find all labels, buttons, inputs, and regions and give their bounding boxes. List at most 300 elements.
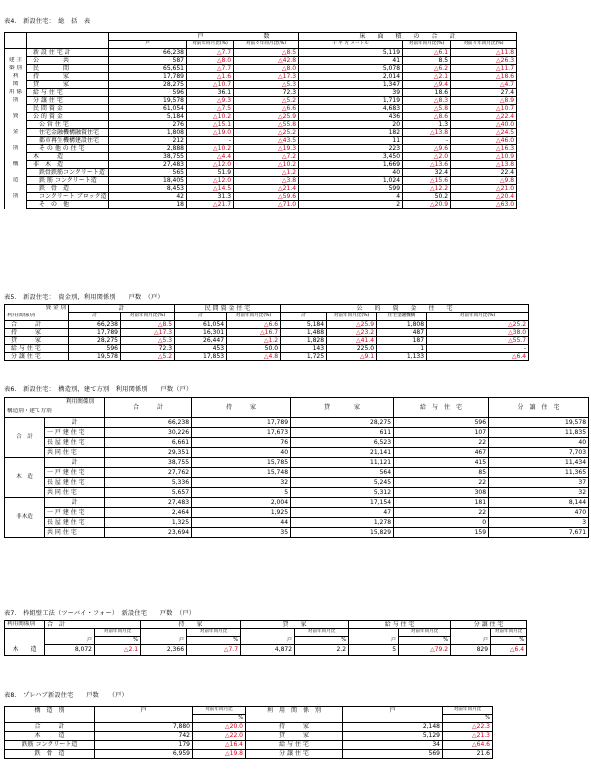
table5-value: 61,054 [175, 321, 227, 329]
table5-value: 72.3 [121, 345, 175, 353]
table5-row-label: 貸 家 [5, 337, 69, 345]
table4-value: △25.2 [234, 129, 299, 137]
table4-group-label [5, 201, 27, 209]
table4-value: 28,275 [109, 81, 187, 89]
table5-subheader: 住宅金融機構 [377, 313, 427, 321]
table-row [5, 185, 517, 193]
table6-value: 22 [394, 438, 489, 448]
table4-group-label: 用 係 [5, 89, 27, 97]
table6-col-header: 合 計 [105, 398, 192, 418]
table4-value: 19,578 [109, 97, 187, 105]
table4-value: △8.6 [403, 113, 451, 121]
table4-value: △13.8 [403, 129, 451, 137]
table5-subheader: 対前年同月比(%) [327, 313, 377, 321]
table7-unit: 戸 [141, 637, 187, 645]
table4-value: 42 [109, 193, 187, 201]
table4-value: △5.8 [403, 105, 451, 113]
table4-value: 18,405 [109, 177, 187, 185]
table8-value: 34 [343, 741, 443, 750]
table4-value: △7.7 [187, 49, 234, 57]
table4-value: - [187, 137, 234, 145]
table-row [5, 121, 517, 129]
table7-subheader: 対前年同月比 [295, 629, 349, 637]
table6-value: 27,483 [105, 498, 192, 508]
table5-corner-top: 資 金 別 [5, 305, 69, 313]
table4-header-dwellings-left: 戸 [109, 33, 234, 41]
table4-value: 596 [109, 89, 187, 97]
table6-value: 32 [489, 488, 589, 498]
table6-value: 564 [291, 468, 394, 478]
table5-value: △9.1 [327, 353, 377, 361]
table-row [5, 448, 589, 458]
table4-value: △6.2 [403, 65, 451, 73]
table4-subheader: 対前々年同月比(%) [451, 41, 517, 49]
table4-row-label: 都市再生機構建設住宅 [27, 137, 109, 145]
table7-value: 5 [349, 645, 399, 656]
table6-group-label: 合 計 [5, 418, 45, 458]
table8-header: 構 造 別 [5, 707, 95, 715]
table6-value: 17,673 [192, 428, 291, 438]
table6-value: 3 [489, 518, 589, 528]
table7-col-header: 貸 家 [241, 621, 349, 629]
table7-subheader: 対前年同月比 [95, 629, 141, 637]
table7-value: △2.1 [95, 645, 141, 656]
table4-value: 18 [109, 201, 187, 209]
table6-value: 7,671 [489, 528, 589, 538]
table8-value: 7,880 [95, 723, 193, 732]
table8-value: 2,148 [343, 723, 443, 732]
table4-value: 8.5 [403, 57, 451, 65]
table7-value: 4,872 [241, 645, 295, 656]
table4-value: 5,119 [299, 49, 403, 57]
table7-value: 2.2 [295, 645, 349, 656]
table8-value: △16.4 [193, 741, 246, 750]
table5-row-label: 給 与 住 宅 [5, 345, 69, 353]
table4-value: 27.4 [451, 89, 517, 97]
table4-group-label: 別 [5, 193, 27, 201]
table6-value: 8,144 [489, 498, 589, 508]
table4-value: △7.5 [187, 105, 234, 113]
table6-value: 11,835 [489, 428, 589, 438]
table4-value: △1.2 [234, 169, 299, 177]
table8-value: △64.6 [443, 741, 493, 750]
table6-value: 308 [394, 488, 489, 498]
table4-value: △11.8 [451, 49, 517, 57]
table4-value: △59.6 [234, 193, 299, 201]
table5-value: △8.5 [121, 321, 175, 329]
table5-value: 26,447 [175, 337, 227, 345]
table4-value: △6.6 [234, 105, 299, 113]
table5-value: △41.4 [327, 337, 377, 345]
table4-value: △19.0 [187, 129, 234, 137]
table5-subheader: 計 [69, 313, 121, 321]
table8-value: △19.8 [193, 750, 246, 759]
table4-value: 2,014 [299, 73, 403, 81]
table6-col-header: 持 家 [192, 398, 291, 418]
table7-corner: 利用関係別 [5, 621, 45, 629]
table4-value: △20.4 [451, 193, 517, 201]
table4-value: 39 [299, 89, 403, 97]
table6-value: 15,785 [192, 458, 291, 468]
table6-value: 1,325 [105, 518, 192, 528]
table6-value: 5,336 [105, 478, 192, 488]
table5-value: △23.2 [327, 329, 377, 337]
table-row [5, 528, 589, 538]
table4-row-label: 民 間 資 金 [27, 105, 109, 113]
table4-row-label: 分 譲 住 宅 [27, 97, 109, 105]
table6-value: 11,365 [489, 468, 589, 478]
table5-funding [4, 304, 529, 361]
table5-value: 28,275 [69, 337, 121, 345]
table6-row-label: 計 [45, 498, 105, 508]
table4-value: △12.2 [403, 185, 451, 193]
table7-col-header: 給 与 住 宅 [349, 621, 451, 629]
table4-value: 5,078 [299, 65, 403, 73]
table4-row-label: 鉄 筋 コンクリート造 [27, 177, 109, 185]
table5-value: △55.7 [427, 337, 529, 345]
table-row [5, 153, 517, 161]
table-row [5, 488, 589, 498]
table7-col-header: 持 家 [141, 621, 241, 629]
table4-value: 31.3 [187, 193, 234, 201]
table4-value: △46.0 [451, 137, 517, 145]
table5-value: △1.2 [227, 337, 281, 345]
table-row [5, 321, 529, 329]
table-row [5, 193, 517, 201]
table5-value: 66,238 [69, 321, 121, 329]
table4-value: △42.8 [234, 57, 299, 65]
table6-value: 2,464 [105, 508, 192, 518]
table4-value: △24.5 [451, 129, 517, 137]
table4-value: 599 [299, 185, 403, 193]
table7-unit: 戸 [349, 637, 399, 645]
table4-value: 11 [299, 137, 403, 145]
table4-row-label: 給 与 住 宅 [27, 89, 109, 97]
table4-value: △10.7 [187, 81, 234, 89]
table4-value: △10.7 [451, 105, 517, 113]
table6-value: 596 [394, 418, 489, 428]
table5-value: 16,301 [175, 329, 227, 337]
table4-row-label: 木 造 [27, 153, 109, 161]
table6-value: 30,226 [105, 428, 192, 438]
table-row [5, 645, 527, 656]
table5-value: 50.0 [227, 345, 281, 353]
table8-unit: % [193, 715, 246, 723]
table4-value: 565 [109, 169, 187, 177]
table6-value: 35 [192, 528, 291, 538]
table7-subheader: 対前年同月比 [187, 629, 241, 637]
table-row [5, 468, 589, 478]
table4-subheader: 戸 [109, 41, 187, 49]
table4-group-label: 別 [5, 97, 27, 105]
table5-corner-bottom: 利用関係別 [5, 313, 69, 321]
table5-value: 487 [377, 329, 427, 337]
table4-value: △71.0 [234, 201, 299, 209]
table6-row-label: 計 [45, 458, 105, 468]
table6-value: 44 [192, 518, 291, 528]
table6-value: 17,789 [192, 418, 291, 428]
table4-group-label: 資 [5, 113, 27, 121]
table6-value: 1,278 [291, 518, 394, 528]
table8-header: 利 用 関 係 別 [246, 707, 343, 715]
table4-value: 8,453 [109, 185, 187, 193]
table8-row-label: 鉄筋 コンクリート造 [5, 741, 95, 750]
table-row [5, 353, 529, 361]
table-row [5, 201, 517, 209]
table-row [5, 145, 517, 153]
table4-value: △21.0 [451, 185, 517, 193]
table4-value: △9.4 [403, 81, 451, 89]
table5-value: △16.7 [227, 329, 281, 337]
table4-subheader: 対前年同月比(%) [187, 41, 234, 49]
table5-value: 453 [175, 345, 227, 353]
table4-value: 51.9 [187, 169, 234, 177]
table-row [5, 161, 517, 169]
table4-group-label [5, 185, 27, 193]
table6-value: 415 [394, 458, 489, 468]
table-row [5, 732, 493, 741]
table4-group-label [5, 169, 27, 177]
table5-row-label: 合 計 [5, 321, 69, 329]
table4-value: △9.8 [451, 177, 517, 185]
table4-value: 5,184 [109, 113, 187, 121]
table4-value: △5.2 [234, 97, 299, 105]
table6-value: 29,351 [105, 448, 192, 458]
table4-value: 36.1 [187, 89, 234, 97]
table5-value: △17.3 [121, 329, 175, 337]
table4-group-label: 別 [5, 145, 27, 153]
table4-value: △20.9 [403, 201, 451, 209]
table4-value: 18.6 [403, 89, 451, 97]
table-row [5, 49, 517, 57]
table6-value: 107 [394, 428, 489, 438]
table6-value: 6,661 [105, 438, 192, 448]
table4-value: △14.5 [187, 185, 234, 193]
table4-value: △13.8 [451, 161, 517, 169]
table4-value: △2.0 [403, 153, 451, 161]
table8-value: 569 [343, 750, 443, 759]
table8-header: 戸 [95, 707, 193, 715]
table4-value: 66,238 [109, 49, 187, 57]
table5-value: 1,808 [377, 321, 427, 329]
table6-value: 5,245 [291, 478, 394, 488]
table4-group-label: 造 [5, 177, 27, 185]
table4-value: △9.3 [187, 97, 234, 105]
table7-value: 8,072 [45, 645, 95, 656]
table5-value: 1,488 [281, 329, 327, 337]
table8-prefab [4, 706, 493, 759]
table6-row-label: 一 戸 建 住 宅 [45, 428, 105, 438]
table4-value: △21.7 [187, 201, 234, 209]
table7-subheader: 対前年同月比 [399, 629, 451, 637]
table6-value: 17,154 [291, 498, 394, 508]
table6-value: 611 [291, 428, 394, 438]
table4-value: 587 [109, 57, 187, 65]
table6-value: 66,238 [105, 418, 192, 428]
table-row [5, 750, 493, 759]
table6-value: 5,312 [291, 488, 394, 498]
table4-row-label: 鉄骨鉄筋コンクリート造 [27, 169, 109, 177]
table6-value: 28,275 [291, 418, 394, 428]
table4-row-label: 持 家 [27, 73, 109, 81]
table4-value: △15.1 [187, 121, 234, 129]
table4-value: △13.6 [403, 161, 451, 169]
table4-value: △10.9 [451, 153, 517, 161]
table6-value: 47 [291, 508, 394, 518]
table4-value: △10.2 [187, 113, 234, 121]
table4-row-label: 鉄 骨 造 [27, 185, 109, 193]
table4-group-label [5, 153, 27, 161]
table-row [5, 177, 517, 185]
table6-value: 6,523 [291, 438, 394, 448]
table7-value: △6.4 [491, 645, 527, 656]
table-row [5, 345, 529, 353]
table-row [5, 169, 517, 177]
table5-value: 1,725 [281, 353, 327, 361]
table4-value: 276 [109, 121, 187, 129]
table6-value: 76 [192, 438, 291, 448]
table8-value: 6,959 [95, 750, 193, 759]
table-row [5, 73, 517, 81]
table8-row-label: 鉄 骨 造 [5, 750, 95, 759]
table5-value: 1,828 [281, 337, 327, 345]
table5-value: △6.6 [227, 321, 281, 329]
table6-value: 7,703 [489, 448, 589, 458]
table-row [5, 723, 493, 732]
table6-value: 0 [394, 518, 489, 528]
table6-value: 23,694 [105, 528, 192, 538]
table6-value: 38,755 [105, 458, 192, 468]
table-row [5, 418, 589, 428]
table7-unit: % [295, 637, 349, 645]
table4-value: 72.3 [234, 89, 299, 97]
table4-row-label: 公 営 住 宅 [27, 121, 109, 129]
table4-value: △22.4 [451, 113, 517, 121]
table5-value: 187 [377, 337, 427, 345]
table5-value: 19,578 [69, 353, 121, 361]
table4-row-label: そ の 他 [27, 201, 109, 209]
table8-row-label: 分 譲 住 宅 [246, 750, 343, 759]
table4-value: 22.4 [451, 169, 517, 177]
table7-unit: % [187, 637, 241, 645]
table4-group-label: 築 別 [5, 65, 27, 73]
table8-title: 表8. プレハブ新設住宅 戸数 （戸） [4, 692, 128, 699]
table6-value: 470 [489, 508, 589, 518]
table4-summary [4, 32, 517, 209]
table5-group-header: 民 間 資 金 住 宅 [175, 305, 281, 313]
table4-value: 41 [299, 57, 403, 65]
table4-subheader: 対前々年同月比(%) [234, 41, 299, 49]
table7-col-header: 分 譲 住 宅 [451, 621, 527, 629]
table4-value: 212 [109, 137, 187, 145]
table6-value: 1,925 [192, 508, 291, 518]
table8-row-label: 合 計 [5, 723, 95, 732]
table4-value: - [403, 137, 451, 145]
table4-value: 1,024 [299, 177, 403, 185]
table4-value: △21.4 [234, 185, 299, 193]
table-row [5, 478, 589, 488]
table-row [5, 458, 589, 468]
table4-value: 32.4 [403, 169, 451, 177]
table4-value: △3.8 [234, 177, 299, 185]
table6-value: 11,434 [489, 458, 589, 468]
table4-value: △8.5 [234, 49, 299, 57]
table4-value: 27,483 [109, 161, 187, 169]
table7-unit: 戸 [241, 637, 295, 645]
table6-col-header: 給 与 住 宅 [394, 398, 489, 418]
table7-unit: 戸 [451, 637, 491, 645]
table5-value: △6.4 [427, 353, 529, 361]
table-row [5, 438, 589, 448]
table4-row-label: コンクリート ブロック造 [27, 193, 109, 201]
table-row [5, 57, 517, 65]
table8-row-label: 給 与 住 宅 [246, 741, 343, 750]
table4-subheader: 千 平 方 メートル [299, 41, 403, 49]
table8-header: 対前年同月比 [193, 707, 246, 715]
table6-row-label: 一 戸 建 住 宅 [45, 508, 105, 518]
table4-value: △2.1 [403, 73, 451, 81]
table4-value: △43.5 [234, 137, 299, 145]
table4-value: △18.6 [451, 73, 517, 81]
table8-value: △20.0 [193, 723, 246, 732]
table4-value: △10.2 [234, 161, 299, 169]
table4-value: △63.0 [451, 201, 517, 209]
table4-value: 1,808 [109, 129, 187, 137]
table8-header: 対前年同月比 [443, 707, 493, 715]
table4-value: △1.6 [187, 73, 234, 81]
table4-value: △55.8 [234, 121, 299, 129]
table6-structure [4, 397, 589, 538]
table5-subheader: 計 [175, 313, 227, 321]
table-row [5, 81, 517, 89]
table8-value: △22.0 [193, 732, 246, 741]
table6-row-label: 長 屋 建 住 宅 [45, 438, 105, 448]
table4-value: 65,651 [109, 65, 187, 73]
table4-value: 61,054 [109, 105, 187, 113]
table4-value: 17,789 [109, 73, 187, 81]
table5-value: 1 [377, 345, 427, 353]
table6-value: 467 [394, 448, 489, 458]
table4-header-floor-area: 床 面 積 の 合 計 [299, 33, 517, 41]
table5-row-label: 分 譲 住 宅 [5, 353, 69, 361]
table4-title: 表4. 新設住宅： 総 括 表 [4, 18, 91, 25]
table6-value: 32 [192, 478, 291, 488]
table8-row-label: 持 家 [246, 723, 343, 732]
table4-subheader: 対前年同月比(%) [403, 41, 451, 49]
table-row [5, 518, 589, 528]
table6-value: 15,748 [192, 468, 291, 478]
table5-value: △25.9 [327, 321, 377, 329]
table4-value: 223 [299, 145, 403, 153]
table-row [5, 508, 589, 518]
table4-value: △8.0 [187, 57, 234, 65]
table8-value: 21.6 [443, 750, 493, 759]
table6-group-label: 木 造 [5, 458, 45, 498]
table4-value: 3,450 [299, 153, 403, 161]
table4-row-label: 公 共 [27, 57, 109, 65]
table6-value: 85 [394, 468, 489, 478]
table5-value: △4.8 [227, 353, 281, 361]
table7-row-label: 木 造 [5, 645, 45, 656]
table5-value: 225.0 [327, 345, 377, 353]
table4-value: 40 [299, 169, 403, 177]
table4-value: 2,888 [109, 145, 187, 153]
table5-group-header: 計 [69, 305, 175, 313]
table7-two-by-four [4, 620, 527, 656]
table4-value: △40.0 [451, 121, 517, 129]
table6-value: 21,141 [291, 448, 394, 458]
table-row [5, 337, 529, 345]
